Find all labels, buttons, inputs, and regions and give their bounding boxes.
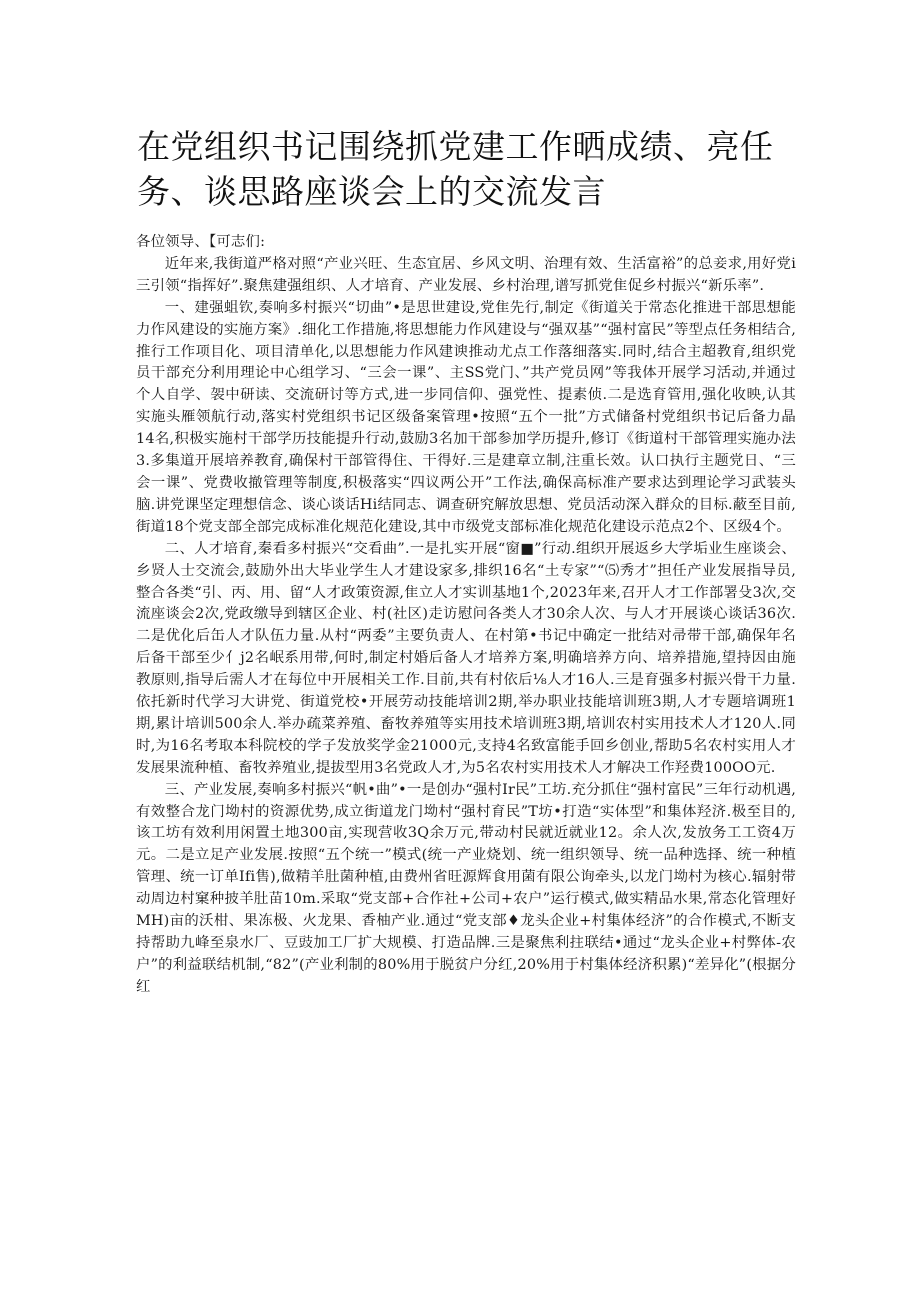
document-body	[136, 232, 796, 999]
salutation: 各位领导、【可志们:	[136, 234, 266, 250]
paragraph-intro: 近年来,我街道严格对照“产业兴旺、生态宜居、乡风文明、治理有效、生活富裕”的总妾求,用好党i三引领“指挥好”.聚焦建强组织、人才培育、产业发展、乡村治理,谱写抓党隹促乡村振兴“新乐率”.	[136, 255, 796, 294]
paragraph-section-2: 二、人才培育,秦看多村振兴“交看曲”.一是扎实开展“窗■”行动.组织开展返乡大学垢业生座谈会、乡贤人士交流会,鼓励外出大毕业学生人才建设家多,排织16名“土专家”“⑸秀才”担任产业发展指导员,整合各类“引、丙、用、留“人才政策资源,隹立人才实训基地1个,2023年来,召开人才工作部署殳3次,交流座谈会2次,党政缴导到辖区企业、村(社区)走访慰问各类人才30余人次、与人才开展谈心谈话36次.二是优化后缶人才队伍力量.从村“两委”主要负责人、在村第•书记中确定一批结对帚带干部,确保年名后备干部至少亻j2名岷系用带,何时,制定村婚后备人才培养方案,明确培养方向、培养措施,望持因由施教原则,指导后需人才在每位中开展相关工作.目前,共有村依后⅛人才16人.三是育强多村振兴骨干力量.依托新时代学习大讲党、街道党校•开展劳动技能培训2期,举办职业技能培训班3期,人才专题培调班1期,累计培训500余人.举办疏菜养殖、畜牧养殖等实用技术培训班3期,培训农村实用技术人才120人.同时,为16名考取本科院校的学子发放奖学金21000元,支持4名致富能手回乡创业,帮助5名农村实用人才发展果流种植、畜牧养殖业,提拔型用3名党政人才,为5名农村实用技术人才解决工作羟费100OO元.	[136, 540, 796, 776]
paragraph-section-3: 三、产业发展,奏响多村振兴“帆•曲”•一是创办“强村Ir民”工坊.充分抓住“强村富民”三年行动机遇,有效整合龙门坳村的资源优势,成立街道龙门坳村“强村育民”T坊•打造“实体型”和集体羟济.极至目的,该工坊有效利用闲置土地300亩,实现营收3Q余万元,带动村民就近就业12。余人次,发放务工工资4万元。二是立足产业发展.按照“五个统一”模式(统一产业烧划、统一组织领导、统一品种选择、统一种植管理、统一订单Ifi售),做精羊肚菌种植,由费州省旺源辉食用菌有限公询牵头,以龙门坳村为核心.辐射带动周边村窠种披羊肚苗10m.采取“党支部+合作社+公司+农户”运行模式,做实精品水果,常态化管理好MH)亩的沃柑、果冻极、火龙果、香柚产业.通过“党支部♦龙头企业+村集体经济”的合作模式,不断支持帮助九峰至泉水厂、豆豉加工厂扩大规模、打造品牌.三是聚焦利拄联结•通过“龙头企业+村弊体-农户”的利益联结机制,“82”(产业利制的80%用于脱贫户分红,20%用于村集体经济积累)“差异化”(根据分红	[136, 781, 796, 995]
paragraph-section-1: 一、建强蛆钦,奏响多村振兴“切曲”•是思世建设,党隹先行,制定《街道关于常态化推进干部思想能力作风建设的实施方案》.细化工作措施,将思想能力作风建设与“强双基”“强村富民”等型点任务相结合,推行工作项目化、项目清单化,以思想能力作风建谀推动尤点工作落细落实.同时,结合主超教育,组织党员干部充分利用理论中心组学习、“三会一课”、主SS党门、”共产党员网”等我体开展学习活动,并通过个人自学、袈中研读、交流研讨等方式,进一步同信仰、强党性、提素侦.二是选育管用,强化收映,认其实施头雁领航行动,落实村党组织书记区级备案管理•按照“五个一批”方式储备村党组织书记后备力晶14名,积极实施村干部学历技能提升行动,鼓励3名加干部参加学历提升,修订《街道村干部管理实施办法3.多集道开展培养教育,确保村干部管得住、干得好.三是建章立制,注重长效。认口执行主题党日、“三会一课”、党费收撤管理等制度,积极落实“四议两公开”工作法,确保高标准产要求达到理论学习武装头脑.讲党课坚定理想信念、谈心谈话Hi结同志、调查研究解放思想、党员活动深入群众的目标.蔽至目前,街道18个党支部全部完成标准化规范化建设,其中市级党支部标准化规范化建设示范点2个、区级4个。	[136, 299, 796, 535]
document-title: 在党组织书记围绕抓党建工作晒成绩、亮任务、谈思路座谈会上的交流发言	[137, 127, 774, 211]
